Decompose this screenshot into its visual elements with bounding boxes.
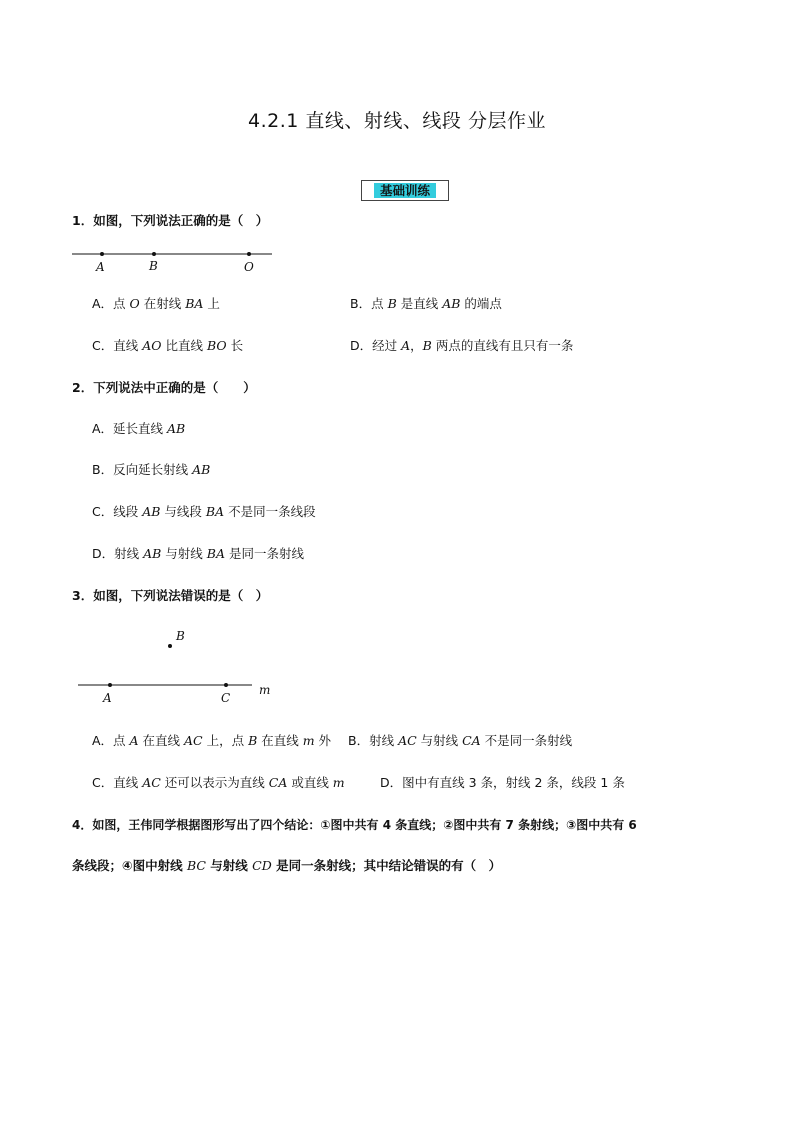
q3-stem: 3．如图，下列说法错误的是（ ） [72,588,269,603]
q1-label-o: O [244,260,254,274]
q3-option-b: B．射线 AC 与射线 CA 不是同一条射线 [348,733,573,748]
q3-point-a [108,683,112,687]
q3-label-a: A [103,691,112,705]
q2-stem: 2．下列说法中正确的是（ ） [72,380,256,395]
q1-point-a [100,252,104,256]
q3-label-b: B [176,629,185,643]
q2-option-d: D．射线 AB 与射线 BA 是同一条射线 [92,546,304,561]
q3-figure [76,625,286,707]
q4-stem-line1: 4．如图，王伟同学根据图形写出了四个结论：①图中共有 4 条直线；②图中共有 7 条射线；③图中共有 6 [72,818,637,832]
q3-label-m: m [259,683,271,697]
q1-label-b: B [149,259,158,273]
q1-option-b: B．点 B 是直线 AB 的端点 [350,296,502,311]
q4-stem-line2: 条线段；④图中射线 BC 与射线 CD 是同一条射线；其中结论错误的有（ ） [72,858,502,873]
q2-option-c: C．线段 AB 与线段 BA 不是同一条线段 [92,504,316,519]
q3-option-a: A．点 A 在直线 AC 上，点 B 在直线 m 外 [92,733,332,748]
q1-option-a: A．点 O 在射线 BA 上 [92,296,220,311]
q1-label-a: A [96,260,105,274]
section-badge-label: 基础训练 [374,183,436,198]
section-badge [361,180,449,201]
q1-option-d: D．经过 A，B 两点的直线有且只有一条 [350,338,574,353]
q1-figure [70,244,280,276]
q1-point-b [152,252,156,256]
q1-stem: 1．如图，下列说法正确的是（ ） [72,213,269,228]
q3-point-b [168,644,172,648]
q3-option-d: D．图中有直线 3 条，射线 2 条，线段 1 条 [380,775,625,790]
q3-label-c: C [221,691,231,705]
q3-point-c [224,683,228,687]
q2-option-b: B．反向延长射线 AB [92,462,211,477]
q3-option-c: C．直线 AC 还可以表示为直线 CA 或直线 m [92,775,345,790]
q2-option-a: A．延长直线 AB [92,421,186,436]
q1-point-o [247,252,251,256]
q1-option-c: C．直线 AO 比直线 BO 长 [92,338,244,353]
page-title: 4.2.1 直线、射线、线段 分层作业 [248,110,546,132]
